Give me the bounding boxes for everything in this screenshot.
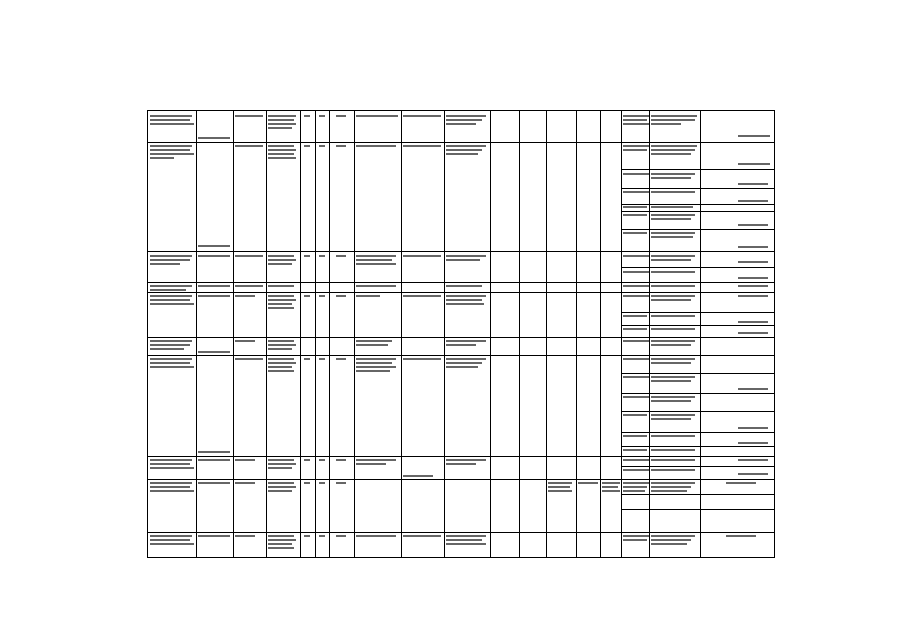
illegible-text (623, 414, 647, 416)
illegible-text (150, 123, 194, 125)
illegible-text (268, 463, 296, 465)
illegible-text (403, 535, 441, 537)
illegible-text (623, 535, 649, 537)
illegible-text (651, 539, 691, 541)
illegible-text (268, 362, 296, 364)
illegible-text (548, 482, 572, 484)
row-divider (148, 456, 774, 457)
illegible-text (403, 115, 441, 117)
illegible-text (319, 535, 325, 537)
illegible-text (651, 449, 695, 451)
illegible-text (304, 358, 310, 360)
illegible-text (623, 191, 649, 193)
illegible-text (198, 459, 230, 461)
illegible-text (150, 259, 190, 261)
illegible-text (446, 145, 486, 147)
illegible-text (198, 482, 230, 484)
illegible-text (738, 332, 768, 334)
illegible-text (651, 285, 695, 287)
illegible-text (268, 490, 292, 492)
sub-row-divider (621, 393, 774, 394)
illegible-text (738, 224, 768, 226)
sub-row-divider (621, 188, 774, 189)
illegible-text (651, 435, 695, 437)
illegible-text (268, 486, 296, 488)
illegible-text (623, 232, 647, 234)
illegible-text (623, 486, 647, 488)
illegible-text (623, 255, 649, 257)
illegible-text (150, 289, 186, 291)
illegible-text (651, 119, 695, 121)
illegible-text (446, 119, 482, 121)
column-divider (329, 111, 330, 557)
illegible-text (623, 214, 647, 216)
illegible-text (651, 177, 691, 179)
illegible-text (268, 115, 296, 117)
sub-row-divider (621, 267, 774, 268)
illegible-text (623, 376, 649, 378)
column-divider (700, 111, 701, 557)
illegible-text (623, 173, 649, 175)
illegible-text (304, 145, 310, 147)
sub-row-divider (621, 211, 774, 212)
sub-row-divider (621, 432, 774, 433)
illegible-text (651, 490, 687, 492)
illegible-text (726, 535, 756, 537)
illegible-text (268, 340, 294, 342)
illegible-text (651, 259, 691, 261)
illegible-text (150, 145, 192, 147)
illegible-text (150, 463, 190, 465)
column-divider (444, 111, 445, 557)
illegible-text (150, 467, 194, 469)
illegible-text (150, 366, 194, 368)
illegible-text (304, 459, 310, 461)
illegible-text (446, 299, 482, 301)
illegible-text (198, 351, 230, 353)
illegible-text (446, 123, 476, 125)
illegible-text (336, 459, 346, 461)
sub-row-divider (621, 169, 774, 170)
illegible-text (738, 459, 768, 461)
illegible-text (235, 535, 255, 537)
illegible-text (623, 449, 647, 451)
illegible-text (651, 344, 691, 346)
sub-row-divider (621, 509, 774, 510)
illegible-text (268, 348, 292, 350)
illegible-text (356, 263, 396, 265)
illegible-text (651, 206, 693, 208)
illegible-text (304, 115, 310, 117)
illegible-text (356, 358, 396, 360)
illegible-text (235, 340, 255, 342)
illegible-text (268, 145, 294, 147)
sub-row-divider (621, 411, 774, 412)
illegible-text (268, 295, 294, 297)
illegible-text (623, 435, 647, 437)
illegible-text (446, 459, 486, 461)
illegible-text (651, 214, 695, 216)
illegible-text (336, 358, 346, 360)
row-divider (148, 251, 774, 252)
column-divider (266, 111, 267, 557)
illegible-text (651, 173, 695, 175)
illegible-text (651, 315, 695, 317)
illegible-text (738, 442, 768, 444)
illegible-text (198, 137, 230, 139)
illegible-text (150, 263, 180, 265)
illegible-text (198, 245, 230, 247)
illegible-text (268, 358, 294, 360)
row-divider (148, 282, 774, 283)
illegible-text (150, 459, 192, 461)
illegible-text (738, 295, 768, 297)
illegible-text (268, 149, 296, 151)
illegible-text (623, 149, 647, 151)
illegible-text (268, 119, 294, 121)
illegible-text (738, 246, 768, 248)
illegible-text (319, 358, 325, 360)
illegible-text (150, 348, 184, 350)
illegible-text (150, 490, 194, 492)
illegible-text (319, 295, 325, 297)
illegible-text (336, 255, 346, 257)
sub-row-divider (621, 204, 774, 205)
illegible-text (356, 463, 386, 465)
illegible-text (446, 285, 482, 287)
illegible-text (268, 157, 296, 159)
illegible-text (623, 482, 649, 484)
illegible-text (651, 358, 695, 360)
illegible-text (356, 295, 380, 297)
illegible-text (623, 328, 647, 330)
illegible-text (150, 295, 192, 297)
row-divider (148, 142, 774, 143)
illegible-text (150, 255, 192, 257)
illegible-text (150, 344, 190, 346)
illegible-text (651, 299, 691, 301)
row-divider (148, 355, 774, 356)
illegible-text (403, 255, 441, 257)
illegible-text (602, 486, 618, 488)
sub-row-divider (621, 466, 774, 467)
illegible-text (319, 255, 325, 257)
column-divider (576, 111, 577, 557)
illegible-text (268, 535, 294, 537)
row-divider (148, 532, 774, 533)
illegible-text (150, 358, 192, 360)
illegible-text (651, 236, 693, 238)
illegible-text (235, 358, 263, 360)
illegible-text (548, 490, 572, 492)
illegible-text (738, 473, 768, 475)
illegible-text (651, 380, 691, 382)
illegible-text (268, 467, 292, 469)
illegible-text (651, 295, 695, 297)
illegible-text (235, 115, 263, 117)
illegible-text (268, 366, 292, 368)
illegible-text (356, 340, 392, 342)
illegible-text (623, 396, 649, 398)
illegible-text (446, 259, 480, 261)
illegible-text (150, 539, 190, 541)
column-divider (621, 111, 622, 557)
column-divider (546, 111, 547, 557)
illegible-text (446, 463, 476, 465)
illegible-text (268, 127, 292, 129)
column-divider (315, 111, 316, 557)
illegible-text (356, 370, 390, 372)
illegible-text (150, 535, 192, 537)
illegible-text (446, 358, 486, 360)
sub-row-divider (621, 229, 774, 230)
illegible-text (150, 543, 194, 545)
illegible-text (651, 376, 695, 378)
column-divider (354, 111, 355, 557)
illegible-text (623, 539, 647, 541)
illegible-text (738, 388, 768, 390)
illegible-text (198, 285, 230, 287)
illegible-text (356, 344, 388, 346)
illegible-text (446, 295, 486, 297)
illegible-text (651, 328, 695, 330)
illegible-text (623, 469, 649, 471)
illegible-text (403, 145, 441, 147)
illegible-text (150, 157, 174, 159)
illegible-text (446, 149, 482, 151)
illegible-text (726, 482, 756, 484)
illegible-text (356, 145, 396, 147)
illegible-text (623, 358, 649, 360)
sub-row-divider (621, 446, 774, 447)
illegible-text (738, 183, 768, 185)
illegible-text (198, 451, 230, 453)
illegible-text (268, 303, 292, 305)
illegible-text (268, 539, 296, 541)
illegible-text (356, 362, 392, 364)
illegible-text (651, 115, 697, 117)
illegible-text (602, 490, 620, 492)
illegible-text (268, 307, 294, 309)
illegible-text (268, 123, 296, 125)
column-divider (600, 111, 601, 557)
illegible-text (623, 490, 645, 492)
illegible-text (651, 414, 695, 416)
illegible-text (150, 299, 190, 301)
illegible-text (235, 285, 263, 287)
illegible-text (651, 153, 691, 155)
illegible-text (738, 427, 768, 429)
sub-row-divider (621, 494, 774, 495)
illegible-text (446, 539, 482, 541)
illegible-text (268, 547, 294, 549)
illegible-text (623, 459, 649, 461)
illegible-text (651, 486, 691, 488)
illegible-text (235, 295, 255, 297)
illegible-text (268, 263, 292, 265)
illegible-text (403, 358, 441, 360)
column-divider (519, 111, 520, 557)
illegible-text (651, 191, 695, 193)
illegible-text (235, 482, 255, 484)
illegible-text (738, 135, 770, 137)
illegible-text (268, 344, 296, 346)
illegible-text (446, 303, 484, 305)
column-divider (233, 111, 234, 557)
illegible-text (356, 535, 396, 537)
illegible-text (651, 396, 695, 398)
illegible-text (651, 459, 695, 461)
illegible-text (446, 366, 478, 368)
illegible-text (356, 259, 392, 261)
illegible-text (403, 475, 433, 477)
illegible-text (651, 271, 695, 273)
illegible-text (319, 115, 325, 117)
illegible-text (235, 459, 255, 461)
illegible-text (623, 115, 649, 117)
illegible-text (446, 344, 476, 346)
illegible-text (319, 482, 325, 484)
illegible-text (651, 535, 695, 537)
illegible-text (651, 340, 695, 342)
illegible-text (268, 259, 296, 261)
illegible-text (651, 232, 695, 234)
illegible-text (268, 459, 294, 461)
column-divider (196, 111, 197, 557)
illegible-text (651, 255, 695, 257)
illegible-text (446, 115, 486, 117)
illegible-text (651, 418, 691, 420)
illegible-text (150, 115, 192, 117)
illegible-text (336, 295, 346, 297)
illegible-text (150, 153, 194, 155)
illegible-text (651, 149, 695, 151)
sub-row-divider (621, 312, 774, 313)
illegible-text (446, 362, 482, 364)
illegible-text (150, 340, 192, 342)
illegible-text (602, 482, 620, 484)
illegible-text (150, 149, 190, 151)
illegible-text (738, 261, 768, 263)
illegible-text (651, 145, 697, 147)
illegible-text (738, 200, 768, 202)
row-divider (148, 479, 774, 480)
illegible-text (235, 145, 263, 147)
sub-row-divider (621, 373, 774, 374)
illegible-text (304, 295, 310, 297)
column-divider (490, 111, 491, 557)
sub-row-divider (621, 325, 774, 326)
illegible-text (623, 271, 649, 273)
illegible-text (268, 370, 294, 372)
illegible-text (623, 340, 649, 342)
illegible-text (356, 115, 398, 117)
illegible-text (623, 285, 649, 287)
illegible-text (336, 482, 346, 484)
illegible-text (150, 303, 194, 305)
illegible-text (150, 119, 190, 121)
illegible-text (150, 482, 192, 484)
illegible-text (403, 295, 441, 297)
row-divider (148, 292, 774, 293)
illegible-text (446, 153, 478, 155)
illegible-text (356, 459, 396, 461)
illegible-text (336, 535, 346, 537)
illegible-text (198, 295, 230, 297)
illegible-text (738, 285, 768, 287)
illegible-text (336, 145, 346, 147)
illegible-text (446, 535, 486, 537)
illegible-text (268, 543, 292, 545)
illegible-text (150, 362, 190, 364)
illegible-text (651, 218, 691, 220)
illegible-text (150, 285, 192, 287)
illegible-text (268, 299, 296, 301)
illegible-text (268, 255, 294, 257)
illegible-text (651, 362, 691, 364)
illegible-text (356, 285, 396, 287)
illegible-text (356, 366, 396, 368)
illegible-text (268, 482, 294, 484)
illegible-text (446, 543, 486, 545)
illegible-text (738, 277, 768, 279)
illegible-text (623, 206, 647, 208)
illegible-text (198, 535, 230, 537)
illegible-text (336, 115, 346, 117)
illegible-text (623, 119, 647, 121)
column-divider (401, 111, 402, 557)
registry-table (147, 110, 775, 558)
illegible-text (651, 469, 695, 471)
illegible-text (304, 482, 310, 484)
illegible-text (356, 255, 396, 257)
row-divider (148, 337, 774, 338)
illegible-text (738, 163, 770, 165)
illegible-text (150, 486, 190, 488)
illegible-text (738, 321, 768, 323)
illegible-text (319, 459, 325, 461)
illegible-text (651, 482, 695, 484)
illegible-text (623, 295, 649, 297)
illegible-text (268, 153, 294, 155)
illegible-text (304, 255, 310, 257)
illegible-text (651, 400, 691, 402)
illegible-text (623, 315, 647, 317)
column-divider (649, 111, 650, 557)
illegible-text (651, 123, 681, 125)
illegible-text (198, 255, 230, 257)
illegible-text (319, 145, 325, 147)
illegible-text (446, 255, 486, 257)
illegible-text (651, 543, 687, 545)
illegible-text (623, 145, 649, 147)
illegible-text (548, 486, 570, 488)
illegible-text (623, 123, 649, 125)
illegible-text (578, 482, 598, 484)
illegible-text (268, 285, 294, 287)
illegible-text (446, 340, 486, 342)
column-divider (300, 111, 301, 557)
illegible-text (235, 255, 263, 257)
illegible-text (304, 535, 310, 537)
